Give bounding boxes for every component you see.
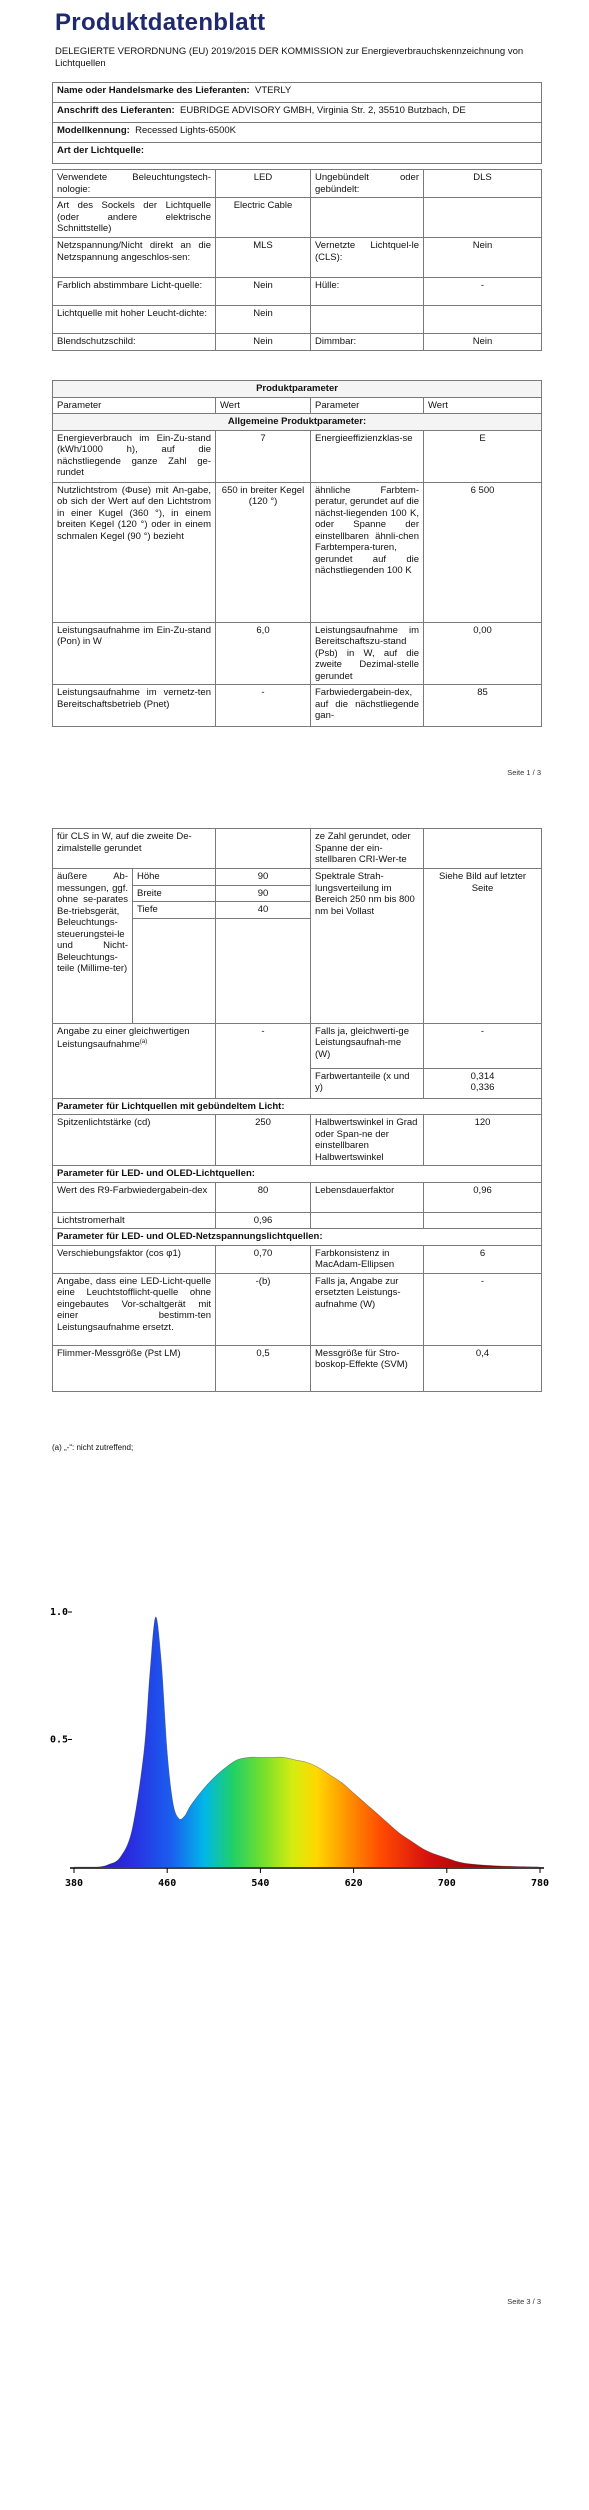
displacement-factor-value: 0,70 bbox=[216, 1245, 311, 1273]
general-parameter-label: Leistungsaufnahme im Ein-Zu-stand (Pon) in W bbox=[53, 622, 216, 685]
supplier-address-cell: Anschrift des Lieferanten: EUBRIDGE ADVISORY GMBH, Virginia Str. 2, 35510 Butzbach, DE bbox=[53, 103, 542, 123]
empty-cell bbox=[216, 918, 311, 933]
equivalent-power-label: Angabe zu einer gleichwertigen Leistungsaufnahme$^{(a)}$ bbox=[53, 1023, 216, 1098]
general-parameter-value: 6 500 bbox=[424, 482, 542, 622]
dimension-name: Breite bbox=[133, 885, 216, 902]
general-parameters-heading: Allgemeine Produktparameter: bbox=[53, 414, 542, 431]
page-title: Produktdatenblatt bbox=[55, 9, 266, 36]
column-header-parameter: Parameter bbox=[53, 397, 216, 414]
x-tick-label: 460 bbox=[158, 1878, 177, 1889]
light-source-type-label: Ungebündelt oder gebündelt: bbox=[311, 170, 424, 198]
beam-angle-label: Halbwertswinkel in Grad oder Span-ne der einstellbaren Halbwertswinkel bbox=[311, 1115, 424, 1166]
light-source-type-label bbox=[311, 198, 424, 238]
dimension-value: 40 bbox=[216, 902, 311, 919]
empty-cell bbox=[216, 933, 311, 1023]
dimension-name: Höhe bbox=[133, 869, 216, 886]
model-id-cell: Modellkennung: Recessed Lights-6500K bbox=[53, 123, 542, 143]
replaced-power-value: - bbox=[424, 1273, 542, 1345]
general-parameter-label: Leistungsaufnahme im Bereitschaftszu-stand (Psb) in W, auf die zweite Dezimal-stelle gerundet bbox=[311, 622, 424, 685]
replaced-power-label: Falls ja, Angabe zur ersetzten Leistungs-aufnahme (W) bbox=[311, 1273, 424, 1345]
general-parameter-value: 650 in breiter Kegel (120 °) bbox=[216, 482, 311, 622]
supplier-table bbox=[52, 82, 542, 164]
page-number: Seite 1 / 3 bbox=[507, 768, 541, 777]
empty-cell bbox=[133, 933, 216, 1023]
light-source-type-label: Lichtquelle mit hoher Leucht-dichte: bbox=[53, 306, 216, 334]
general-parameter-label: Energieeffizienzklas-se bbox=[311, 430, 424, 482]
dimension-name: Tiefe bbox=[133, 902, 216, 919]
general-parameter-value: E bbox=[424, 430, 542, 482]
light-source-type-value: Nein bbox=[216, 306, 311, 334]
empty-cell bbox=[311, 1212, 424, 1229]
page-2 bbox=[0, 792, 589, 1452]
page-number: Seite 3 / 3 bbox=[507, 2297, 541, 2306]
fluorescent-replacement-label: Angabe, dass eine LED-Licht-quelle eine Leuchtstofflicht-quelle ohne eingebautes Vor-schaltgerät mit einer bestimm-ten Leistungsaufnahme ersetzt. bbox=[53, 1273, 216, 1345]
dimensions-label: äußere Ab-messungen, ggf. ohne se-parates Be-triebsgerät, Beleuchtungs-steuerungstei-le und Nicht-Beleuchtungs-teile (Millime-ter) bbox=[53, 869, 133, 1024]
regulation-text: DELEGIERTE VERORDNUNG (EU) 2019/2015 DER KOMMISSION zur Energieverbrauchskennzeichnung von Lichtquellen bbox=[55, 46, 524, 69]
light-source-type-label: Verwendete Beleuchtungstech-nologie: bbox=[53, 170, 216, 198]
light-source-type-value: Nein bbox=[216, 334, 311, 351]
general-parameter-label: ähnliche Farbtem-peratur, gerundet auf die nächst-liegenden 100 K, oder Spanne der einstellbaren ähnli-chen Farbtempera-turen, gerundet auf die nächstliegenden 100 K bbox=[311, 482, 424, 622]
page-1 bbox=[0, 0, 589, 792]
light-source-type-value bbox=[424, 306, 542, 334]
lumen-maintenance-label: Lichtstromerhalt bbox=[53, 1212, 216, 1229]
x-tick-label: 700 bbox=[437, 1878, 456, 1889]
general-parameter-label: Nutzlichtstrom (Φuse) mit An-gabe, ob sich der Wert auf den Lichtstrom in einer Kugel (360 °), in einem breiten Kegel (120 °) oder in einem schmalen Kegel (90 °) bezieht bbox=[53, 482, 216, 622]
product-parameters-table bbox=[52, 380, 542, 727]
spectral-distribution-label: Spektrale Strah-lungsverteilung im Bereich 250 nm bis 800 nm bei Vollast bbox=[311, 869, 424, 1024]
equivalent-power-watts-label: Falls ja, gleichwerti-ge Leistungsaufnah-me (W) bbox=[311, 1023, 424, 1068]
x-tick-label: 780 bbox=[530, 1878, 550, 1889]
general-parameter-label: Leistungsaufnahme im vernetz-ten Bereitschaftsbetrieb (Pnet) bbox=[53, 685, 216, 727]
footnote-a: (a) „-“: nicht zutreffend; bbox=[52, 1443, 134, 1452]
empty-cell bbox=[424, 1212, 542, 1229]
stroboscopic-value: 0,4 bbox=[424, 1345, 542, 1391]
directional-heading: Parameter für Lichtquellen mit gebündeltem Licht: bbox=[53, 1098, 542, 1115]
displacement-factor-label: Verschiebungsfaktor (cos φ1) bbox=[53, 1245, 216, 1273]
chromaticity-label: Farbwertanteile (x und y) bbox=[311, 1068, 424, 1098]
param-value bbox=[424, 829, 542, 869]
light-source-type-label: Hülle: bbox=[311, 278, 424, 306]
light-source-type-label: Art des Sockels der Lichtquelle (oder andere elektrische Schnittstelle) bbox=[53, 198, 216, 238]
light-source-type-label bbox=[311, 306, 424, 334]
chromaticity-value: 0,314 0,336 bbox=[424, 1068, 542, 1098]
light-source-type-value bbox=[424, 198, 542, 238]
light-source-type-value: DLS bbox=[424, 170, 542, 198]
general-parameter-value: 0,00 bbox=[424, 622, 542, 685]
light-source-type-value: - bbox=[424, 278, 542, 306]
r9-label: Wert des R9-Farbwiedergabein-dex bbox=[53, 1182, 216, 1212]
light-source-type-label: Netzspannung/Nicht direkt an die Netzspannung angeschlos-sen: bbox=[53, 238, 216, 278]
lumen-maintenance-value: 0,96 bbox=[216, 1212, 311, 1229]
light-source-type-value: LED bbox=[216, 170, 311, 198]
r9-value: 80 bbox=[216, 1182, 311, 1212]
beam-angle-value: 120 bbox=[424, 1115, 542, 1166]
spectral-distribution-chart bbox=[0, 1590, 589, 1920]
column-header-value: Wert bbox=[424, 397, 542, 414]
fluorescent-replacement-value: -(b) bbox=[216, 1273, 311, 1345]
survival-factor-value: 0,96 bbox=[424, 1182, 542, 1212]
general-parameter-value: 85 bbox=[424, 685, 542, 727]
y-tick-label: 1.0 bbox=[50, 1607, 69, 1618]
dimension-value: 90 bbox=[216, 869, 311, 886]
equivalent-power-value: - bbox=[216, 1023, 311, 1098]
page-3 bbox=[0, 1452, 589, 2510]
param-value bbox=[216, 829, 311, 869]
equivalent-power-watts-value: - bbox=[424, 1023, 542, 1068]
colour-consistency-label: Farbkonsistenz in MacAdam-Ellipsen bbox=[311, 1245, 424, 1273]
light-source-type-value: MLS bbox=[216, 238, 311, 278]
spectral-distribution-value: Siehe Bild auf letzter Seite bbox=[424, 869, 542, 1024]
x-tick-label: 620 bbox=[344, 1878, 363, 1889]
survival-factor-label: Lebensdauerfaktor bbox=[311, 1182, 424, 1212]
light-source-type-table bbox=[52, 169, 542, 351]
general-parameter-value: - bbox=[216, 685, 311, 727]
y-tick-label: 0.5 bbox=[50, 1734, 69, 1746]
spectrum-area bbox=[74, 1617, 540, 1867]
x-tick-label: 380 bbox=[64, 1878, 84, 1889]
general-parameter-value: 7 bbox=[216, 430, 311, 482]
general-parameter-label: Farbwiedergabein-dex, auf die nächstliegende gan- bbox=[311, 685, 424, 727]
dimension-value: 90 bbox=[216, 885, 311, 902]
flicker-value: 0,5 bbox=[216, 1345, 311, 1391]
peak-intensity-label: Spitzenlichtstärke (cd) bbox=[53, 1115, 216, 1166]
light-source-type-label: Blendschutzschild: bbox=[53, 334, 216, 351]
light-source-type-value: Nein bbox=[216, 278, 311, 306]
peak-intensity-value: 250 bbox=[216, 1115, 311, 1166]
light-source-type-value: Nein bbox=[424, 238, 542, 278]
column-header-value: Wert bbox=[216, 397, 311, 414]
colour-consistency-value: 6 bbox=[424, 1245, 542, 1273]
x-tick-label: 540 bbox=[251, 1878, 270, 1889]
led-heading: Parameter für LED- und OLED-Lichtquellen: bbox=[53, 1166, 542, 1183]
param-label: für CLS in W, auf die zweite De-zimalstelle gerundet bbox=[53, 829, 216, 869]
column-header-parameter: Parameter bbox=[311, 397, 424, 414]
parameters-table-continued bbox=[52, 828, 542, 1392]
light-source-type-heading: Art der Lichtquelle: bbox=[53, 143, 542, 164]
general-parameter-label: Energieverbrauch im Ein-Zu-stand (kWh/1000 h), auf die nächstliegende ganze Zahl ge-rundet bbox=[53, 430, 216, 482]
stroboscopic-label: Messgröße für Stro-boskop-Effekte (SVM) bbox=[311, 1345, 424, 1391]
product-parameters-heading: Produktparameter bbox=[53, 381, 542, 398]
flicker-label: Flimmer-Messgröße (Pst LM) bbox=[53, 1345, 216, 1391]
light-source-type-label: Dimmbar: bbox=[311, 334, 424, 351]
light-source-type-label: Vernetzte Lichtquel-le (CLS): bbox=[311, 238, 424, 278]
param-label: ze Zahl gerundet, oder Spanne der ein-stellbaren CRI-Wer-te bbox=[311, 829, 424, 869]
empty-cell bbox=[133, 918, 216, 933]
light-source-type-value: Nein bbox=[424, 334, 542, 351]
mains-heading: Parameter für LED- und OLED-Netzspannungslichtquellen: bbox=[53, 1229, 542, 1246]
light-source-type-value: Electric Cable bbox=[216, 198, 311, 238]
supplier-name-cell: Name oder Handelsmarke des Lieferanten: VTERLY bbox=[53, 83, 542, 103]
light-source-type-label: Farblich abstimmbare Licht-quelle: bbox=[53, 278, 216, 306]
general-parameter-value: 6,0 bbox=[216, 622, 311, 685]
